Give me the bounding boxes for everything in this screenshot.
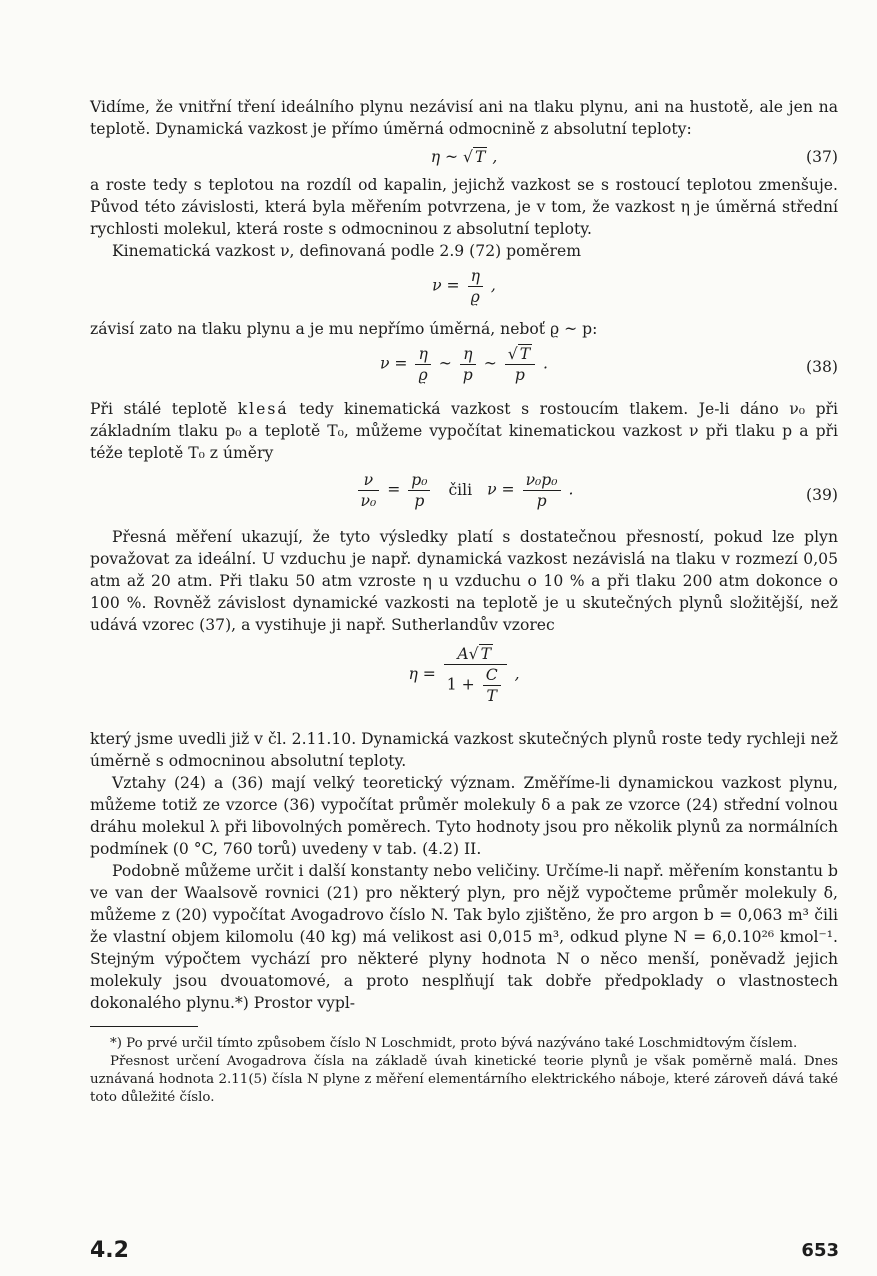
eq38-f3-den: p bbox=[514, 366, 525, 384]
eq-nu-numerator: η bbox=[468, 266, 483, 287]
eq-nu-tail: , bbox=[485, 276, 496, 295]
eq39-f3-num: ν₀p₀ bbox=[523, 470, 561, 491]
eq39-tail: . bbox=[563, 480, 574, 499]
suth-fraction bbox=[444, 644, 507, 706]
eq39-f1-num: ν bbox=[358, 470, 380, 491]
eq38-f3-num: √ T bbox=[505, 344, 535, 365]
eq38-sim-1: ~ bbox=[433, 354, 457, 373]
eq39-fraction-3 bbox=[523, 470, 561, 511]
eq38-f1-den: ϱ bbox=[418, 366, 428, 384]
paragraph-8: Vztahy (24) a (36) mají velký teoretický význam. Změříme-li dynamickou vazkost plynu, můžeme totiž ze vzorce (36) vypočítat průměr molekuly δ a pak ze vzorce (24) střední volnou dráhu molekul λ při libovolných poměrech. Tyto hodnoty jsou pro několik plynů za normálních podmínek (0 °C, 760 torů) uvedeny v tab. (4.2) II. bbox=[90, 774, 838, 858]
equation-38 bbox=[90, 344, 838, 394]
paragraph-1: Vidíme, že vnitřní tření ideálního plynu nezávisí ani na tlaku plynu, ani na hustotě, ale jen na teplotě. Dynamická vazkost je přímo úměrná odmocnině z absolutní teploty: bbox=[90, 98, 838, 138]
footnote-2: Přesnost určení Avogadrova čísla na základě úvah kinetické teorie plynů je však poměrně malá. Dnes uznávaná hodnota 2.11(5) čísla N plyne z měření elementárního elektrického náboje, které zároveň dává také toto důležité číslo. bbox=[90, 1054, 838, 1105]
footnote-1: *) Po prvé určil tímto způsobem číslo N Loschmidt, proto bývá nazýváno také Loschmidtovým číslem. bbox=[110, 1036, 798, 1051]
eq37-radicand: T bbox=[474, 148, 486, 166]
footnotes bbox=[90, 1035, 838, 1107]
section-number: 4.2 bbox=[90, 1238, 129, 1263]
eq38-tail: . bbox=[538, 354, 549, 373]
paragraph-9: Podobně můžeme určit i další konstanty nebo veličiny. Určíme-li např. měřením konstantu b ve van der Waalsově rovnici (21) pro některý plyn, pro nějž vypočteme průměr molekuly δ, můžeme z (20) vypočítat Avogadrovo číslo N. Tak bylo zjištěno, že pro argon b = 0,063 m³ čili že vlastní objem kilomolu (40 kg) má velikost asi 0,015 m³, odkud plyne N = 6,0.10²⁶ kmol⁻¹. Stejným výpočtem vychází pro některé plyny hodnota N o něco menší, poněvadž jejich molekuly jsou dvouatomové, a proto nesplňují tak dobře předpoklady o vlastnostech dokonalého plynu.*) Prostor vypl- bbox=[90, 862, 838, 1012]
eq39-lhs2: ν = bbox=[487, 480, 520, 499]
suth-numerator: A√ T bbox=[444, 644, 507, 665]
equation-37: η ~ √ T , (37) bbox=[430, 148, 838, 166]
paragraph-6: Přesná měření ukazují, že tyto výsledky platí s dostatečnou přesností, pokud lze plyn považovat za ideální. U vzduchu je např. dynamická vazkost nezávislá na tlaku v rozmezí 0,05 atm až 20 atm. Při tlaku 50 atm vzroste η u vzduchu o 10 % a při tlaku 200 atm dokonce o 100 %. Rovněž závislost dynamické vazkosti na teplotě je u skutečných plynů složitější, než udává vzorec (37), a vystihuje ji např. Sutherlandův vzorec bbox=[90, 528, 838, 634]
eq38-f3-radicand: T bbox=[519, 345, 531, 363]
eq38-sim-2: ~ bbox=[478, 354, 502, 373]
eq39-fraction-1 bbox=[358, 470, 380, 511]
eq38-f1-num: η bbox=[415, 344, 430, 365]
eq-nu-fraction bbox=[468, 266, 483, 307]
eq39-fraction-2 bbox=[408, 470, 430, 511]
eq38-fraction-1 bbox=[415, 344, 430, 385]
paragraph-7: který jsme uvedli již v čl. 2.11.10. Dynamická vazkost skutečných plynů roste tedy rychleji než úměrně s odmocninou absolutní teploty. bbox=[90, 730, 838, 770]
eq37-lhs: η ~ bbox=[430, 148, 464, 166]
suth-den-one-plus: 1 + bbox=[446, 675, 480, 694]
equation-39 bbox=[90, 470, 838, 522]
suth-num-a: A bbox=[457, 645, 469, 663]
footnote-divider bbox=[90, 1026, 198, 1027]
page-body bbox=[90, 96, 838, 1107]
equation-nu-definition bbox=[90, 266, 838, 314]
eq39-cili: čili bbox=[448, 480, 473, 499]
equation-number-37: (37) bbox=[805, 148, 838, 166]
equation-sutherland bbox=[90, 644, 838, 724]
suth-tail: , bbox=[509, 665, 520, 683]
eq38-fraction-2 bbox=[460, 344, 476, 385]
eq39-f1-den: ν₀ bbox=[360, 492, 377, 510]
eq38-f2-num: η bbox=[460, 344, 476, 365]
eq37-tail: , bbox=[487, 148, 498, 166]
paragraph-3: Kinematická vazkost ν, definovaná podle 2.9 (72) poměrem bbox=[112, 242, 582, 260]
equation-number-39: (39) bbox=[805, 486, 838, 504]
p5-spaced-word: klesá bbox=[237, 400, 289, 418]
paragraph-5 bbox=[90, 398, 838, 464]
paragraph-2: a roste tedy s teplotou na rozdíl od kapalin, jejichž vazkost se s rostoucí teplotou zmenšuje. Původ této závislosti, která byla měřením potvrzena, je v tom, že vazkost η je úměrná střední rychlosti molekul, která roste s odmocninou z absolutní teploty. bbox=[90, 176, 838, 238]
suth-denominator bbox=[444, 665, 507, 706]
suth-inner-den: T bbox=[486, 687, 497, 705]
paragraph-4: závisí zato na tlaku plynu a je mu nepřímo úměrná, neboť ϱ ~ p: bbox=[90, 320, 598, 338]
eq38-f2-den: p bbox=[462, 366, 473, 384]
eq-nu-denominator: ϱ bbox=[470, 288, 480, 306]
suth-inner-fraction bbox=[483, 665, 501, 706]
eq-nu-lhs: ν = bbox=[432, 276, 465, 295]
suth-lhs: η = bbox=[408, 665, 441, 683]
page-number: 653 bbox=[801, 1240, 839, 1261]
equation-number-38: (38) bbox=[805, 358, 838, 376]
suth-inner-num: C bbox=[483, 665, 501, 686]
suth-num-radicand: T bbox=[480, 645, 491, 663]
p5-text-a: Při stálé teplotě bbox=[90, 400, 238, 418]
p5-text-c: tedy kinematická vazkost s rostoucím tlakem. Je-li dáno ν₀ při základním tlaku p₀ a teplotě T₀, můžeme vypočítat kinematickou vazkost ν při tlaku p a při téže teplotě T₀ z úměry bbox=[90, 400, 838, 462]
eq38-lhs: ν = bbox=[379, 354, 413, 373]
eq39-equals: = bbox=[382, 480, 406, 499]
eq39-f2-den: p bbox=[414, 492, 425, 510]
eq38-fraction-3 bbox=[505, 344, 535, 385]
eq39-f3-den: p bbox=[536, 492, 547, 510]
eq39-f2-num: p₀ bbox=[408, 470, 430, 491]
